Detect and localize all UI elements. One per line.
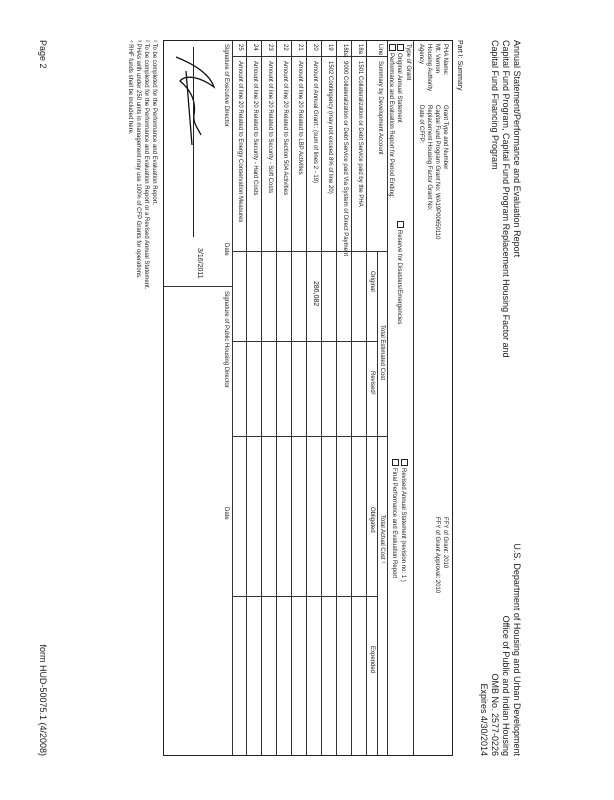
divider (377, 251, 378, 755)
col-expended-header: Expended (369, 646, 375, 674)
row-description: Amount of line 20 Related to Security - Hard Costs (252, 61, 258, 196)
row-line-number: 18ba (342, 44, 348, 58)
divider (276, 41, 277, 755)
exec-director-signature-label: Signature of Executive Director (223, 44, 229, 127)
row-line-number: 25 (237, 44, 243, 51)
pha-name-label: PHA Name: (442, 44, 448, 76)
header-right-line-1: U.S. Department of Housing and Urban Development (512, 543, 522, 756)
col-total-actual-header: Total Actual Cost ¹ (379, 515, 385, 564)
header-left-line-1: Annual Statement/Performance and Evaluation Report (512, 40, 522, 258)
divider (413, 41, 414, 755)
col-total-estimated-header: Total Estimated Cost (379, 325, 385, 381)
header-left-line-2: Capital Fund Program, Capital Fund Program Replacement Housing Factor and (501, 40, 511, 358)
exec-date-label: Date (223, 243, 229, 256)
header-right-line-4: Expires 4/30/2014 (479, 683, 489, 756)
column-divider (163, 286, 233, 287)
divider (306, 41, 307, 755)
summary-form (163, 40, 453, 756)
col-summary-header: Summary by Development Account (377, 61, 383, 155)
checkbox-icon[interactable] (397, 44, 404, 51)
divider (291, 41, 292, 755)
divider (336, 41, 337, 755)
hud-date-label: Date (223, 507, 229, 520)
divider (261, 41, 262, 755)
row-line-number: 21 (297, 44, 303, 51)
column-divider (233, 251, 388, 252)
row-description: 9000 Collateralization or Debt Service paid Via System of Direct Payment (342, 61, 348, 256)
col-original-header: Original (369, 271, 375, 292)
row-description: Amount of line 20 Related to LBP Activities (297, 61, 303, 175)
column-divider (233, 436, 388, 437)
divider (246, 41, 247, 755)
footnote-2: ² To be completed for the Performance and Evaluation Report or a Revised Annual Statement. (143, 40, 149, 290)
column-divider (233, 56, 388, 57)
col-line-header: Line (377, 44, 383, 56)
header-right (478, 543, 522, 756)
checkbox-original-annual[interactable] (395, 44, 404, 123)
checkbox-final-performance[interactable] (390, 459, 399, 578)
type-of-grant-label: Type of Grant (405, 44, 411, 81)
row-description: Amount of Annual Grant:: (sum of lines 2 - 19) (312, 61, 318, 184)
col-obligated-header: Obligated (369, 507, 375, 533)
grant-number: Capital Fund Program Grant No: WA19P00650110 (434, 105, 440, 240)
footnote-1: ¹ To be completed for the Performance and Evaluation Report. (151, 40, 157, 205)
row-description: Amount of line 20 Related to Section 504 Activities (282, 61, 288, 196)
checkbox-icon[interactable] (401, 459, 408, 466)
handwritten-signature (170, 47, 220, 157)
row-description: Amount of line 20 Related to Energy Conservation Measures (237, 61, 243, 223)
cffp-date: Date of CFFP: (418, 105, 424, 144)
divider (321, 41, 322, 755)
row-line-number: 18a (357, 44, 363, 55)
pha-name-value-2: Housing Authority (426, 44, 432, 92)
row-description: 1502 Contingency (may not exceed 8% of line 20) (327, 61, 333, 194)
row-original-amount: 286,082 (312, 281, 319, 307)
checkbox-revised-annual[interactable] (399, 459, 408, 582)
header-right-line-3: OMB No. 2577-0226 (490, 673, 500, 756)
divider (387, 41, 388, 755)
checkbox-icon[interactable] (397, 221, 404, 228)
header-right-line-2: Office of Public and Indian Housing (501, 615, 511, 756)
checkbox-icon[interactable] (389, 44, 396, 51)
divider (351, 41, 352, 755)
rhf-grant-number: Replacement Housing Factor Grant No: (426, 105, 432, 211)
header-left-line-3: Capital Fund Financing Program (490, 40, 500, 170)
checkbox-performance-period[interactable] (387, 44, 396, 198)
row-description: 1501 Collateralization or Debt Service paid by the PHA (357, 61, 363, 207)
pha-name-value-3: Agency (418, 44, 424, 65)
hud-director-signature-label: Signature of Public Housing Director (223, 291, 229, 388)
checkbox-label: Original Annual Statement (396, 53, 402, 123)
part-title: Part I: Summary (456, 40, 463, 91)
checkbox-label: Final Performance and Evaluation Report (391, 468, 397, 579)
checkbox-label: Performance and Evaluation Report for Period Ending: (388, 53, 394, 199)
checkbox-reserve-disasters[interactable] (395, 221, 404, 324)
checkbox-icon[interactable] (392, 459, 399, 466)
ffy-grant: FFY of Grant: 2010 (442, 517, 448, 569)
grant-type-label: Grant Type and Number (442, 105, 448, 170)
page-number: Page 2 (38, 40, 48, 69)
checkbox-label: Reserve for Disasters/Emergencies (396, 230, 402, 325)
divider (366, 41, 367, 755)
checkbox-label: Revised Annual Statement (revision no: 1 ) (400, 468, 406, 582)
col-revised-header: Revised² (369, 371, 375, 395)
row-line-number: 20 (312, 44, 318, 51)
signature-line (193, 47, 194, 237)
exec-date-value: 3/16/2011 (196, 248, 203, 279)
divider (232, 41, 233, 755)
row-line-number: 24 (252, 44, 258, 51)
row-line-number: 23 (267, 44, 273, 51)
pha-name-value-1: Mt. Vernon (434, 44, 440, 74)
footnote-4: ⁴ RHF funds shall be included here. (127, 40, 133, 135)
row-line-number: 22 (282, 44, 288, 51)
row-description: Amount of line 20 Related to Security - Soft Costs (267, 61, 273, 194)
ffy-grant-approval: FFY of Grant Approval: 2010 (434, 517, 440, 594)
form-number: form HUD-50075.1 (4/2008) (38, 644, 48, 756)
row-line-number: 19 (327, 44, 333, 51)
footnote-3: ³ PHAs with under 250 units in management may use 100% of CFP Grants for operations. (135, 40, 141, 279)
